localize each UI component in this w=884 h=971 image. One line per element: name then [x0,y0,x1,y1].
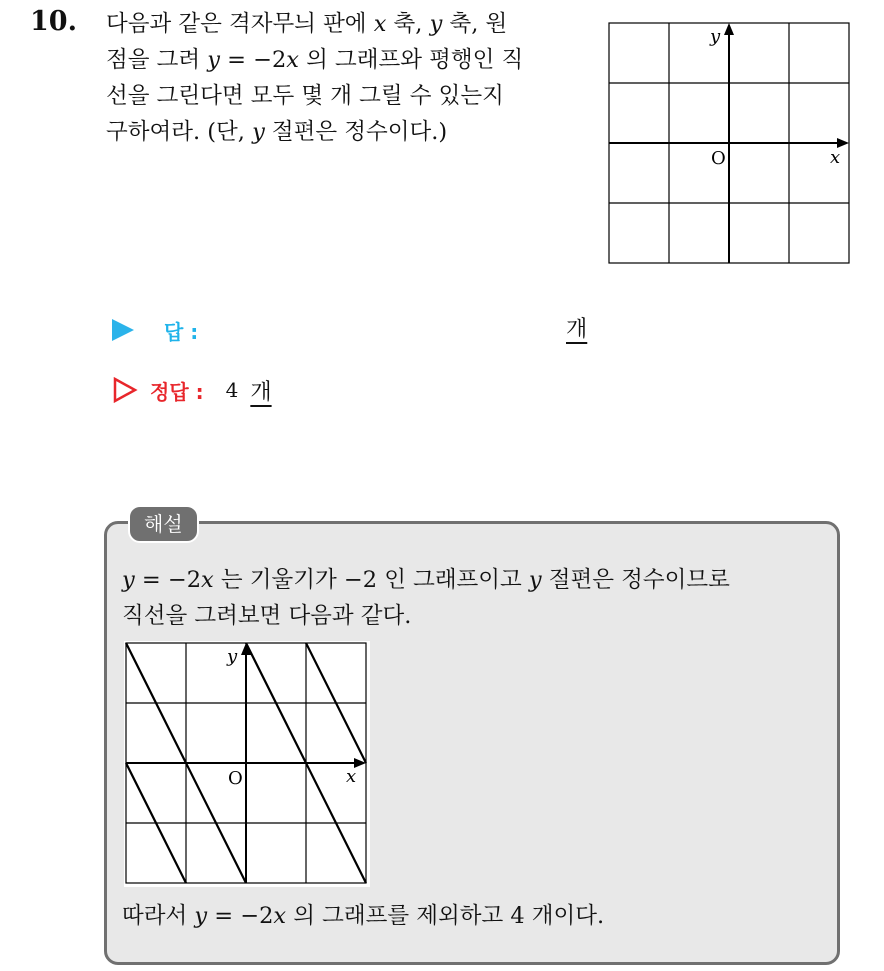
explanation-line-1: y = −2x 는 기울기가 −2 인 그래프이고 y 절편은 정수이므로 [122,567,730,593]
correct-label: 정답 : [150,379,204,404]
correct-answer-row [112,372,272,408]
problem-line-3: 선을 그린다면 모두 몇 개 그릴 수 있는지 [106,83,504,109]
explanation-grid-graph [124,641,370,887]
explanation-text [122,562,832,634]
answer-unit: 개 [566,317,588,342]
x-axis-label: x [346,766,357,787]
outline-triangle-icon [112,377,138,403]
problem-text [106,6,586,150]
answer-label: 답 : [164,319,199,344]
y-axis-arrow-icon [724,23,734,35]
y-axis-label: y [710,26,721,47]
play-triangle-icon [112,319,134,341]
problem-line-4: 구하여라. (단, y 절편은 정수이다.) [106,119,448,145]
problem-grid-graph [608,22,852,266]
explanation-line-2: 직선을 그려보면 다음과 같다. [122,603,412,629]
y-axis-label: y [227,646,238,667]
conclusion-text: 따라서 y = −2x 의 그래프를 제외하고 4 개이다. [122,903,605,929]
x-axis-label: x [830,147,841,168]
correct-unit: 개 [250,379,272,405]
explanation-tag: 해설 [128,505,199,543]
answer-row [112,312,588,348]
correct-value: 4 [225,378,239,402]
problem-line-2: 점을 그려 y = −2x 의 그래프와 평행인 직 [106,47,524,73]
origin-label: O [228,768,243,789]
origin-label: O [711,148,726,169]
problem-number: 10. [30,6,77,37]
problem-line-1: 다음과 같은 격자무늬 판에 x 축, y 축, 원 [106,11,508,37]
